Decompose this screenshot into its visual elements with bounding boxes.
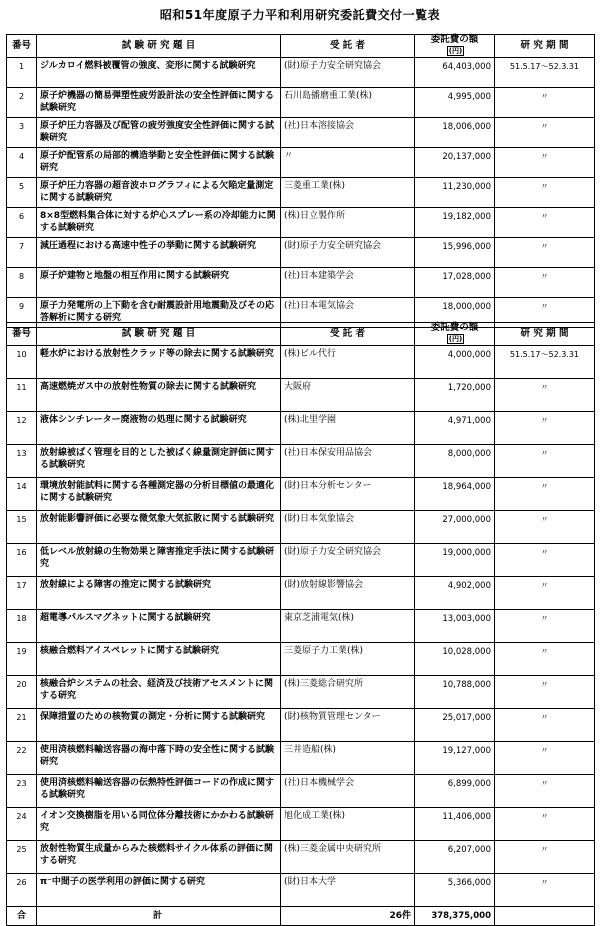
row-amount: 5,366,000 <box>415 874 495 907</box>
row-contractor: 〃 <box>281 148 415 178</box>
row-number: 18 <box>7 610 37 643</box>
table-row <box>7 511 595 544</box>
row-contractor: (財)日本気象協会 <box>281 511 415 544</box>
row-number: 12 <box>7 412 37 445</box>
row-period: 51.5.17～52.3.31 <box>495 346 595 379</box>
row-number: 4 <box>7 148 37 178</box>
row-amount: 1,720,000 <box>415 379 495 412</box>
row-topic: 原子炉建物と地盤の相互作用に関する試験研究 <box>37 268 281 298</box>
row-contractor: (社)日本機械学会 <box>281 775 415 808</box>
row-topic: π⁻中間子の医学利用の評価に関する研究 <box>37 874 281 907</box>
row-topic: 放射性物質生成量からみた核燃料サイクル体系の評価に関する研究 <box>37 841 281 874</box>
row-amount: 20,137,000 <box>415 148 495 178</box>
row-period: 〃 <box>495 238 595 268</box>
row-amount: 6,207,000 <box>415 841 495 874</box>
row-contractor: 旭化成工業(株) <box>281 808 415 841</box>
total-count: 26件 <box>281 907 415 926</box>
row-contractor: (株)三菱総合研究所 <box>281 676 415 709</box>
header-contractor: 受 託 者 <box>281 35 415 58</box>
header-no: 番号 <box>7 323 37 346</box>
row-topic: 保障措置のための核物質の測定・分析に関する試験研究 <box>37 709 281 742</box>
row-amount: 13,003,000 <box>415 610 495 643</box>
row-contractor: (社)日本溶接協会 <box>281 118 415 148</box>
row-period: 〃 <box>495 742 595 775</box>
page-title: 昭和51年度原子力平和利用研究委託費交付一覧表 <box>159 8 441 22</box>
row-period: 〃 <box>495 148 595 178</box>
row-topic: 液体シンチレーター廃液物の処理に関する試験研究 <box>37 412 281 445</box>
row-amount: 19,127,000 <box>415 742 495 775</box>
row-topic: イオン交換樹脂を用いる同位体分離技術にかかわる試験研究 <box>37 808 281 841</box>
total-row <box>7 907 595 926</box>
row-topic: 原子炉圧力容器の超音波ホログラフィによる欠陥定量測定に関する試験研究 <box>37 178 281 208</box>
row-amount: 10,788,000 <box>415 676 495 709</box>
row-contractor: (財)原子力安全研究協会 <box>281 58 415 88</box>
row-number: 21 <box>7 709 37 742</box>
row-amount: 8,000,000 <box>415 445 495 478</box>
row-period: 〃 <box>495 709 595 742</box>
row-contractor: (財)原子力安全研究協会 <box>281 238 415 268</box>
row-period: 〃 <box>495 379 595 412</box>
header-period: 研 究 期 間 <box>495 323 595 346</box>
row-topic: 原子炉圧力容器及び配管の疲労強度安全性評価に関する試験研究 <box>37 118 281 148</box>
row-period: 〃 <box>495 298 595 328</box>
row-period: 〃 <box>495 88 595 118</box>
row-contractor: (株)北里学園 <box>281 412 415 445</box>
row-topic: 放射能影響評価に必要な微気象大気拡散に関する試験研究 <box>37 511 281 544</box>
row-amount: 11,406,000 <box>415 808 495 841</box>
header-topic: 試 験 研 究 題 目 <box>37 323 281 346</box>
row-topic: 使用済核燃料輸送容器の伝熱特性評価コードの作成に関する試験研究 <box>37 775 281 808</box>
row-amount: 64,403,000 <box>415 58 495 88</box>
row-number: 13 <box>7 445 37 478</box>
row-contractor: (財)放射線影響協会 <box>281 577 415 610</box>
row-period: 〃 <box>495 268 595 298</box>
row-contractor: (株)ビル代行 <box>281 346 415 379</box>
table-row <box>7 478 595 511</box>
row-amount: 19,182,000 <box>415 208 495 238</box>
row-amount: 4,902,000 <box>415 577 495 610</box>
row-amount: 18,964,000 <box>415 478 495 511</box>
row-number: 8 <box>7 268 37 298</box>
row-period: 〃 <box>495 643 595 676</box>
row-amount: 4,000,000 <box>415 346 495 379</box>
header-amount <box>415 35 495 58</box>
total-period-empty <box>495 907 595 926</box>
row-topic: 放射線被ばく管理を目的とした被ばく線量測定評価に関する試験研究 <box>37 445 281 478</box>
row-number: 9 <box>7 298 37 328</box>
row-amount: 18,006,000 <box>415 118 495 148</box>
row-period: 51.5.17～52.3.31 <box>495 58 595 88</box>
row-period: 〃 <box>495 478 595 511</box>
table-header-row <box>7 35 595 58</box>
table-row <box>7 268 595 298</box>
row-contractor: 三菱原子力工業(株) <box>281 643 415 676</box>
table-row <box>7 88 595 118</box>
row-topic: 8×8型燃料集合体に対する炉心スプレー系の冷却能力に関する試験研究 <box>37 208 281 238</box>
header-amount-label: 委託費の額 <box>430 34 479 45</box>
row-period: 〃 <box>495 445 595 478</box>
row-topic: 放射線による障害の推定に関する試験研究 <box>37 577 281 610</box>
table-row <box>7 208 595 238</box>
row-topic: 高速燃焼ガス中の放射性物質の除去に関する試験研究 <box>37 379 281 412</box>
table-row <box>7 874 595 907</box>
header-no: 番号 <box>7 35 37 58</box>
row-amount: 27,000,000 <box>415 511 495 544</box>
grant-table-part1 <box>6 34 595 328</box>
row-amount: 11,230,000 <box>415 178 495 208</box>
row-number: 14 <box>7 478 37 511</box>
table-row <box>7 577 595 610</box>
row-number: 17 <box>7 577 37 610</box>
row-contractor: (財)核物質管理センター <box>281 709 415 742</box>
row-number: 1 <box>7 58 37 88</box>
row-number: 19 <box>7 643 37 676</box>
row-contractor: 三菱重工業(株) <box>281 178 415 208</box>
table-body-part2 <box>7 346 595 907</box>
row-number: 23 <box>7 775 37 808</box>
table-header-row <box>7 323 595 346</box>
row-amount: 10,028,000 <box>415 643 495 676</box>
total-label-1: 合 <box>7 907 37 926</box>
row-period: 〃 <box>495 544 595 577</box>
row-contractor: 大阪府 <box>281 379 415 412</box>
table-row <box>7 238 595 268</box>
row-number: 20 <box>7 676 37 709</box>
row-period: 〃 <box>495 412 595 445</box>
row-number: 6 <box>7 208 37 238</box>
row-contractor: (財)日本大学 <box>281 874 415 907</box>
row-amount: 15,996,000 <box>415 238 495 268</box>
row-amount: 17,028,000 <box>415 268 495 298</box>
row-number: 22 <box>7 742 37 775</box>
table-row <box>7 742 595 775</box>
row-contractor: 三井造船(株) <box>281 742 415 775</box>
row-period: 〃 <box>495 610 595 643</box>
total-amount: 378,375,000 <box>415 907 495 926</box>
table-row <box>7 412 595 445</box>
row-amount: 19,000,000 <box>415 544 495 577</box>
table-row <box>7 379 595 412</box>
row-topic: 環境放射能試料に関する各種測定器の分析目標値の最適化に関する試験研究 <box>37 478 281 511</box>
row-period: 〃 <box>495 808 595 841</box>
row-topic: 原子炉機器の簡易弾塑性疲労設計法の安全性評価に関する試験研究 <box>37 88 281 118</box>
row-contractor: (株)三菱金属中央研究所 <box>281 841 415 874</box>
row-topic: 超電導パルスマグネットに関する試験研究 <box>37 610 281 643</box>
row-period: 〃 <box>495 676 595 709</box>
header-amount-unit: (円) <box>448 47 463 55</box>
row-topic: 減圧過程における高速中性子の挙動に関する試験研究 <box>37 238 281 268</box>
table-body-part1 <box>7 58 595 328</box>
row-number: 24 <box>7 808 37 841</box>
row-period: 〃 <box>495 118 595 148</box>
grant-table-part2 <box>6 322 595 926</box>
table-row <box>7 610 595 643</box>
row-amount: 4,995,000 <box>415 88 495 118</box>
row-number: 15 <box>7 511 37 544</box>
header-amount-label: 委託費の額 <box>430 322 479 333</box>
row-topic: 核融合燃料アイスペレットに関する試験研究 <box>37 643 281 676</box>
row-period: 〃 <box>495 841 595 874</box>
row-topic: 核融合炉システムの社会、経済及び技術アセスメントに関する研究 <box>37 676 281 709</box>
table-row <box>7 676 595 709</box>
total-label-2: 計 <box>37 907 281 926</box>
row-contractor: 石川島播磨重工業(株) <box>281 88 415 118</box>
row-contractor: (社)日本建築学会 <box>281 268 415 298</box>
row-amount: 6,899,000 <box>415 775 495 808</box>
row-period: 〃 <box>495 208 595 238</box>
table-row <box>7 808 595 841</box>
header-period: 研 究 期 間 <box>495 35 595 58</box>
row-topic: 低レベル放射線の生物効果と障害推定手法に関する試験研究 <box>37 544 281 577</box>
table-row <box>7 148 595 178</box>
row-number: 7 <box>7 238 37 268</box>
row-number: 25 <box>7 841 37 874</box>
row-amount: 25,017,000 <box>415 709 495 742</box>
row-number: 11 <box>7 379 37 412</box>
row-contractor: (株)日立製作所 <box>281 208 415 238</box>
table-row <box>7 445 595 478</box>
row-contractor: 東京芝浦電気(株) <box>281 610 415 643</box>
row-topic: ジルカロイ燃料被覆管の強度、変形に関する試験研究 <box>37 58 281 88</box>
table-row <box>7 58 595 88</box>
table-row <box>7 346 595 379</box>
row-topic: 原子力発電所の上下動を含む耐震設計用地震動及びその応答解析に関する研究 <box>37 298 281 328</box>
header-amount-unit: (円) <box>448 335 463 343</box>
table-row <box>7 643 595 676</box>
row-number: 3 <box>7 118 37 148</box>
row-contractor: (財)日本分析センター <box>281 478 415 511</box>
row-number: 2 <box>7 88 37 118</box>
row-topic: 軽水炉における放射性クラッド等の除去に関する試験研究 <box>37 346 281 379</box>
table-row <box>7 118 595 148</box>
header-topic: 試 験 研 究 題 目 <box>37 35 281 58</box>
row-amount: 4,971,000 <box>415 412 495 445</box>
row-period: 〃 <box>495 178 595 208</box>
table-row <box>7 775 595 808</box>
table-row <box>7 709 595 742</box>
row-period: 〃 <box>495 775 595 808</box>
row-period: 〃 <box>495 874 595 907</box>
row-topic: 原子炉配管系の局部的構造挙動と安全性評価に関する試験研究 <box>37 148 281 178</box>
row-number: 5 <box>7 178 37 208</box>
row-number: 10 <box>7 346 37 379</box>
row-amount: 18,000,000 <box>415 298 495 328</box>
row-period: 〃 <box>495 577 595 610</box>
row-contractor: (社)日本保安用品協会 <box>281 445 415 478</box>
row-period: 〃 <box>495 511 595 544</box>
row-topic: 使用済核燃料輸送容器の海中落下時の安全性に関する試験研究 <box>37 742 281 775</box>
header-amount <box>415 323 495 346</box>
table-row <box>7 841 595 874</box>
row-contractor: (財)原子力安全研究協会 <box>281 544 415 577</box>
row-number: 26 <box>7 874 37 907</box>
header-contractor: 受 託 者 <box>281 323 415 346</box>
table-row <box>7 178 595 208</box>
table-row <box>7 544 595 577</box>
row-contractor: (社)日本電気協会 <box>281 298 415 328</box>
row-number: 16 <box>7 544 37 577</box>
